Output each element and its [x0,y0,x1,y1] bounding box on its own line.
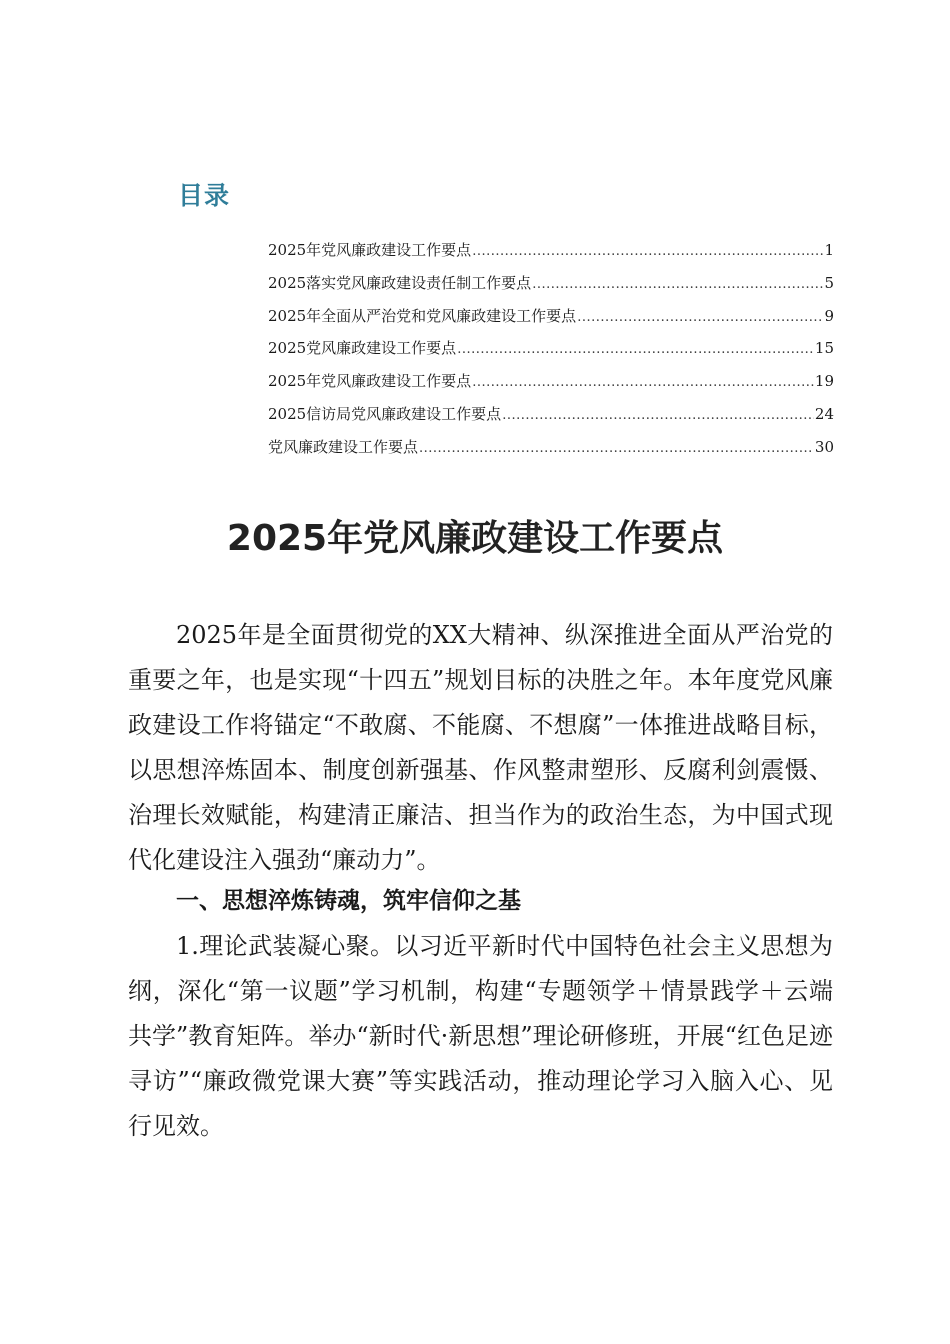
toc-entry-title: 2025年党风廉政建设工作要点 [268,372,472,391]
body-paragraph: 1.理论武装凝心聚。以习近平新时代中国特色社会主义思想为纲，深化“第一议题”学习机制，构建“专题领学＋情景践学＋云端共学”教育矩阵。举办“新时代·新思想”理论研修班，开展“红色足迹寻访”“廉政微党课大赛”等实践活动，推动理论学习入脑入心、见行见效。 [128,932,833,1140]
toc-leader-dots [472,367,814,397]
toc-entry[interactable] [268,433,834,466]
toc-entry[interactable] [268,236,834,269]
toc-leader-dots [419,433,814,463]
toc-entry-page: 24 [814,404,834,423]
toc-entry[interactable] [268,400,834,433]
section-heading: 一、思想淬炼铸魂，筑牢信仰之基 [176,888,521,914]
table-of-contents [268,236,834,466]
toc-entry-title: 2025年党风廉政建设工作要点 [268,241,472,259]
toc-leader-dots [502,400,814,430]
toc-entry[interactable] [268,302,834,335]
toc-entry-page: 9 [824,306,834,325]
toc-entry-title: 2025年全面从严治党和党风廉政建设工作要点 [268,306,577,325]
toc-entry-title: 2025落实党风廉政建设责任制工作要点 [268,273,532,292]
toc-entry[interactable] [268,269,834,302]
document-title: 2025年党风廉政建设工作要点 [226,518,724,559]
toc-leader-dots [532,269,823,299]
intro-paragraph: 2025年是全面贯彻党的XX大精神、纵深推进全面从严治党的重要之年，也是实现“十四五”规划目标的决胜之年。本年度党风廉政建设工作将锚定“不敢腐、不能腐、不想腐”一体推进战略目标，以思想淬炼固本、制度创新强基、作风整肃塑形、反腐利剑震慑、治理长效赋能，构建清正廉洁、担当作为的政治生态，为中国式现代化建设注入强劲“廉动力”。 [128,621,833,874]
toc-entry-page: 5 [824,273,834,292]
toc-leader-dots [472,236,823,266]
toc-entry-page: 1 [824,241,834,259]
toc-entry-title: 2025信访局党风廉政建设工作要点 [268,404,502,423]
toc-entry-title: 党风廉政建设工作要点 [268,437,419,456]
toc-entry[interactable] [268,367,834,400]
toc-entry-page: 30 [814,437,834,456]
toc-leader-dots [577,302,823,332]
toc-entry-page: 19 [814,372,834,391]
toc-entry[interactable] [268,334,834,367]
toc-entry-page: 15 [814,339,834,358]
toc-heading: 目录 [178,181,231,210]
toc-entry-title: 2025党风廉政建设工作要点 [268,339,457,358]
toc-leader-dots [457,334,814,364]
